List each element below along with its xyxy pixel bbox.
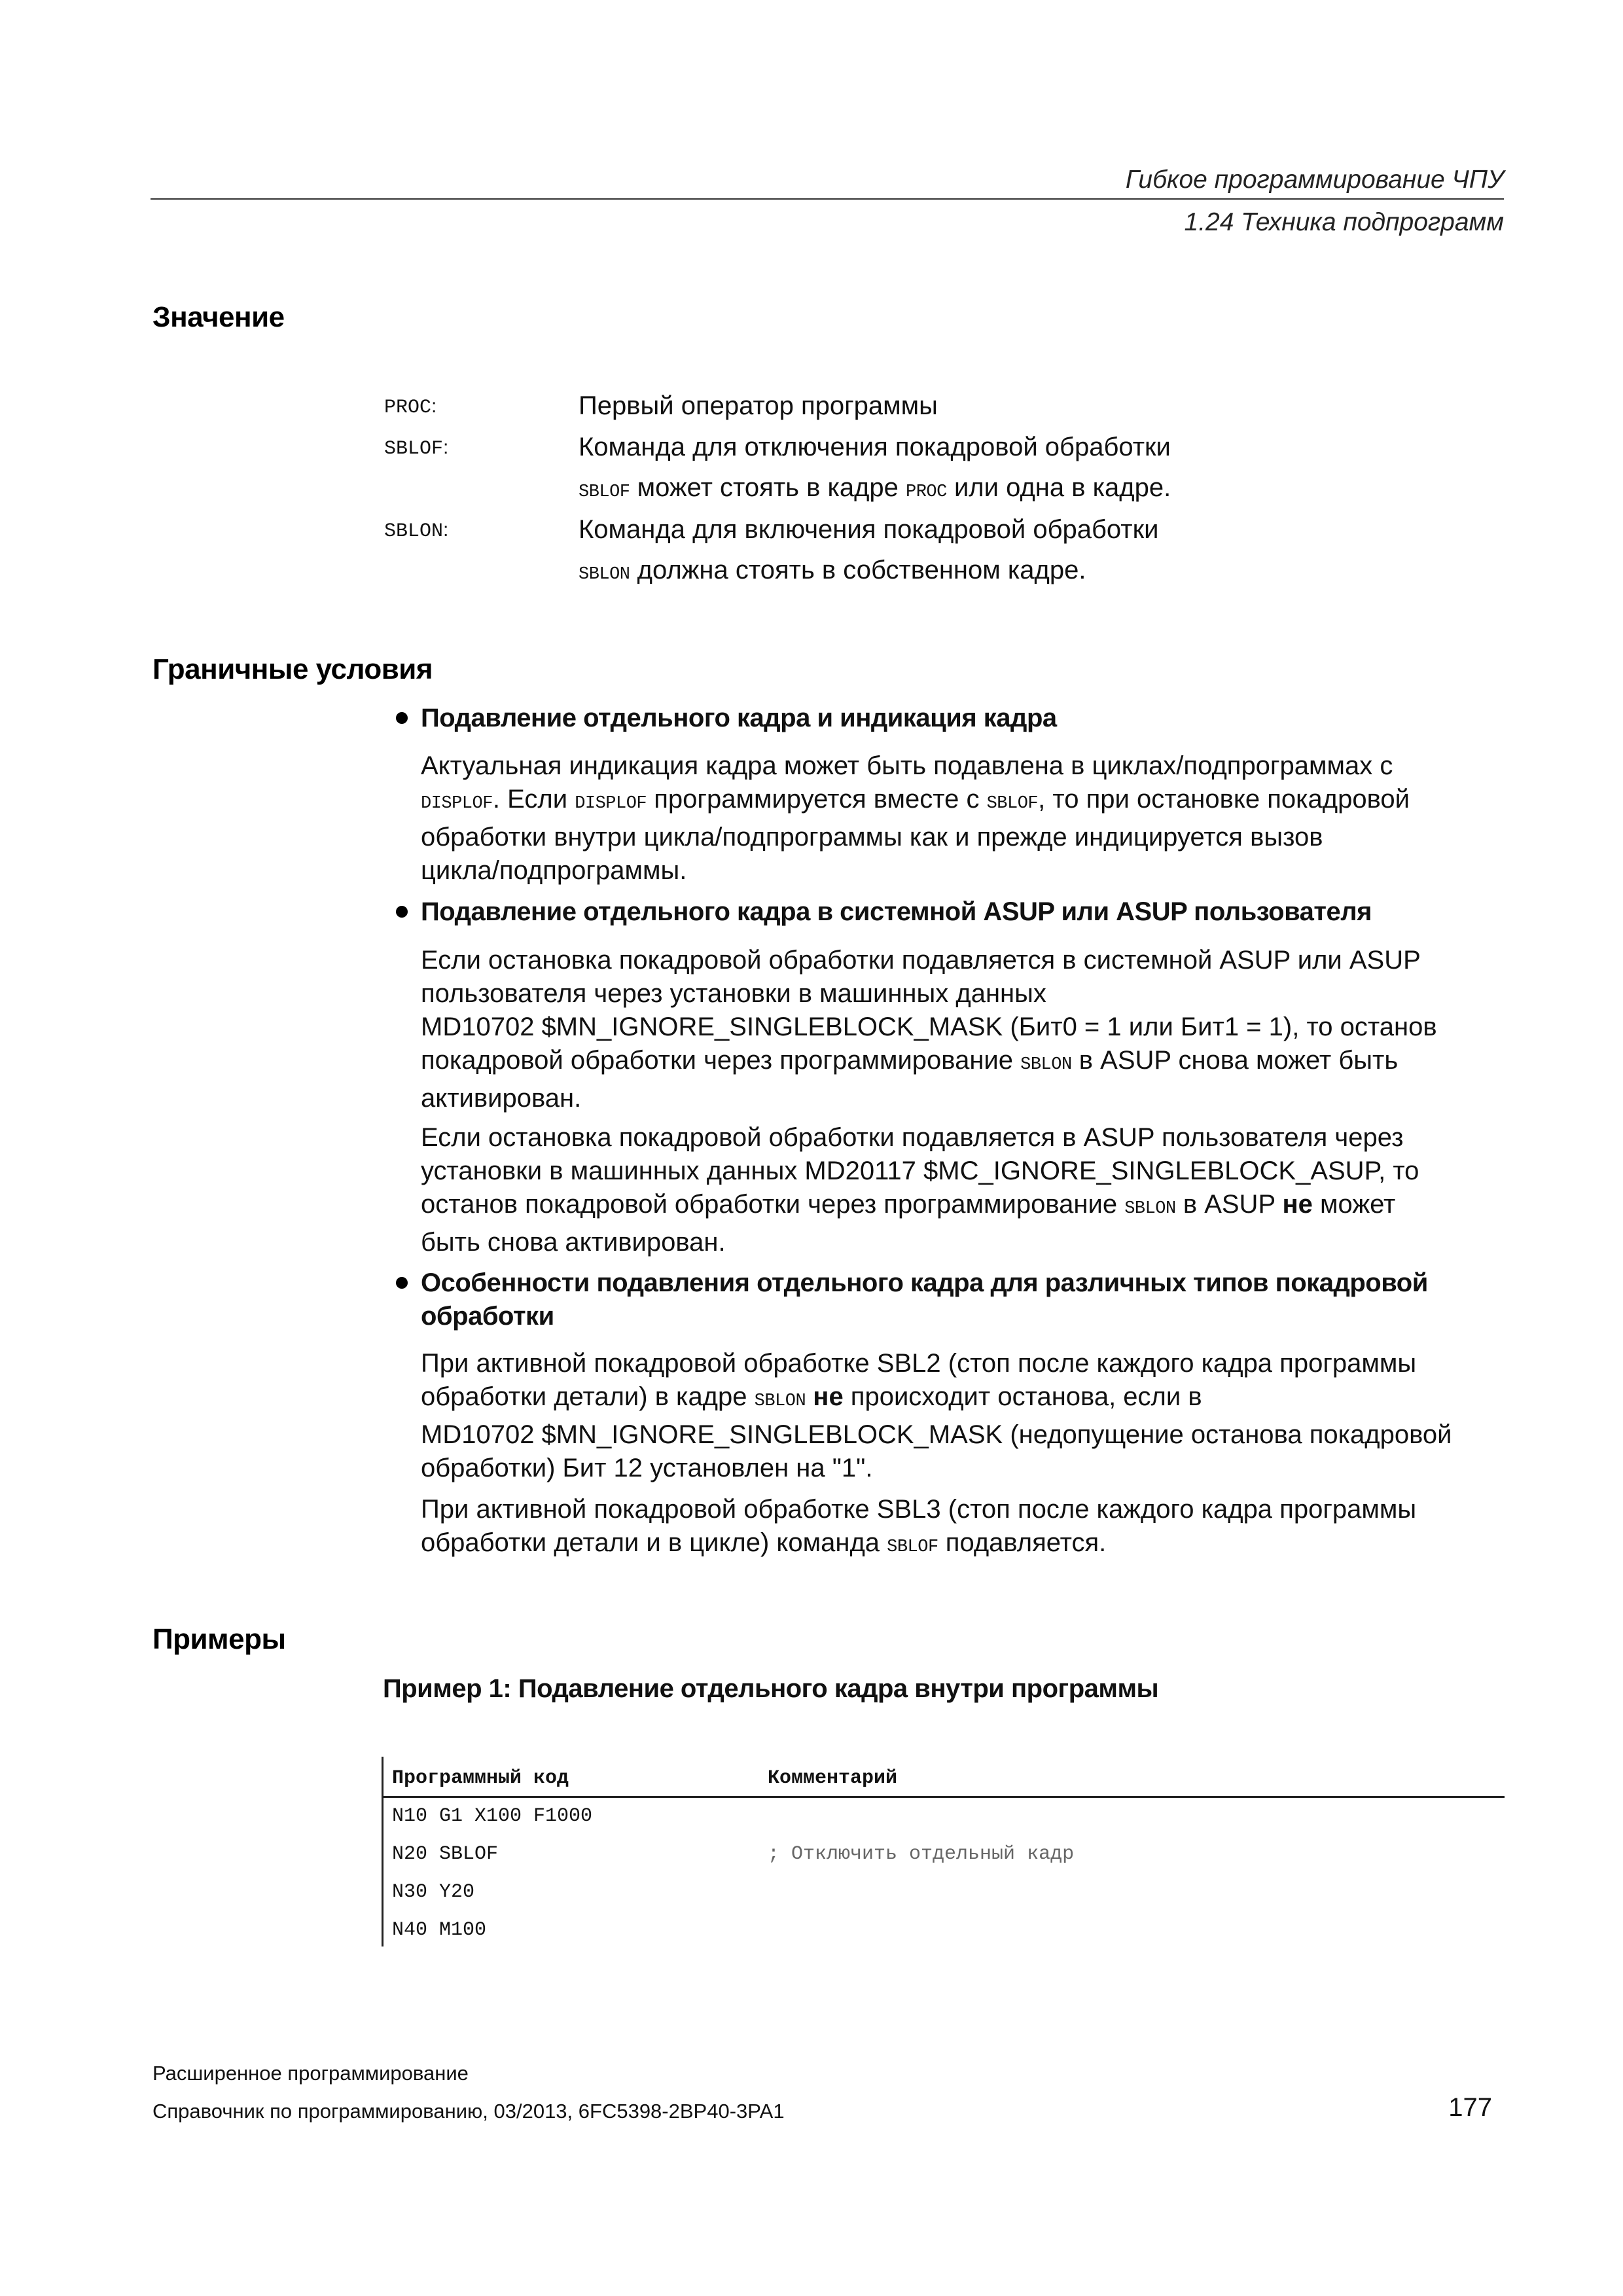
code-line: N20 SBLOF bbox=[392, 1843, 499, 1865]
footer-book-title: Расширенное программирование bbox=[152, 2062, 469, 2085]
paragraph-bullet2-1: Если остановка покадровой обработки подавляется в системной ASUP или ASUP пользователя через установки в машинных данных MD10702 $MN_IGNORE_SINGLEBLOCK_MASK (Бит0 = 1 или Бит1 = 1), то останов покадровой обработки через программирование SBLON в ASUP снова может быть активирован. bbox=[421, 946, 1437, 1113]
section-heading-examples: Примеры bbox=[152, 1623, 286, 1655]
code-line: N40 M100 bbox=[392, 1919, 487, 1941]
running-header-subtitle: 1.24 Техника подпрограмм bbox=[1184, 208, 1504, 236]
code-line: N10 G1 X100 F1000 bbox=[392, 1805, 593, 1827]
bullet-dot bbox=[396, 1277, 408, 1289]
bullet-title-3-line1: Особенности подавления отдельного кадра для различных типов покадровой bbox=[421, 1268, 1428, 1297]
code-table-left-border bbox=[382, 1757, 383, 1946]
def-body-sblon-line2: SBLON должна стоять в собственном кадре. bbox=[579, 556, 1086, 584]
bullet-dot bbox=[396, 906, 408, 918]
code-table-header-comment: Комментарий bbox=[768, 1767, 898, 1789]
page-number: 177 bbox=[1448, 2093, 1492, 2122]
paragraph-bullet2-2: Если остановка покадровой обработки подавляется в ASUP пользователя через установки в машинных данных MD20117 $MC_IGNORE_SINGLEBLOCK_ASUP, то останов покадровой обработки через программирование SBLON в ASUP не может быть снова активирован. bbox=[421, 1123, 1419, 1257]
def-term-sblof: SBLOF: bbox=[384, 437, 449, 460]
bullet-item-2 bbox=[421, 895, 1372, 929]
def-term-proc: PROC: bbox=[384, 395, 437, 419]
bullet-title-3-line2: обработки bbox=[421, 1302, 554, 1331]
code-table-header-rule bbox=[382, 1796, 1505, 1798]
paragraph-bullet3-2: При активной покадровой обработке SBL3 (стоп после каждого кадра программы обработки детали и в цикле) команда SBLOF подавляется. bbox=[421, 1495, 1417, 1557]
bullet-item-1 bbox=[421, 702, 1057, 735]
paragraph-bullet1: Актуальная индикация кадра может быть подавлена в циклах/подпрограммах с DISPLOF. Если DISPLOF программируется вместе с SBLOF, то при остановке покадровой обработки внутри цикла/подпрограммы как и прежде индицируется вызов цикла/подпрограммы. bbox=[421, 751, 1410, 885]
code-comment: ; Отключить отдельный кадр bbox=[768, 1843, 1075, 1865]
bullet-item-3 bbox=[421, 1266, 1428, 1333]
section-heading-meaning: Значение bbox=[152, 301, 285, 333]
bullet-title-2: Подавление отдельного кадра в системной ASUP или ASUP пользователя bbox=[421, 897, 1372, 926]
bullet-title-1: Подавление отдельного кадра и индикация кадра bbox=[421, 704, 1057, 732]
bullet-dot bbox=[396, 712, 408, 724]
def-body-sblof-line2: SBLOF может стоять в кадре PROC или одна в кадре. bbox=[579, 473, 1171, 502]
section-heading-conditions: Граничные условия bbox=[152, 653, 433, 685]
code-line: N30 Y20 bbox=[392, 1881, 475, 1903]
def-term-sblon: SBLON: bbox=[384, 519, 449, 543]
example-1-title: Пример 1: Подавление отдельного кадра внутри программы bbox=[383, 1674, 1159, 1703]
header-rule bbox=[151, 198, 1504, 200]
def-body-sblof-line1: Команда для отключения покадровой обработки bbox=[579, 433, 1171, 461]
code-table-header-code: Программный код bbox=[392, 1767, 569, 1789]
running-header-title: Гибкое программирование ЧПУ bbox=[1125, 166, 1504, 194]
def-body-proc: Первый оператор программы bbox=[579, 391, 938, 420]
paragraph-bullet3-1: При активной покадровой обработке SBL2 (стоп после каждого кадра программы обработки детали) в кадре SBLON не происходит останова, если в MD10702 $MN_IGNORE_SINGLEBLOCK_MASK (недопущение останова покадровой обработки) Бит 12 установлен на "1". bbox=[421, 1349, 1452, 1482]
def-body-sblon-line1: Команда для включения покадровой обработки bbox=[579, 515, 1159, 544]
footer-manual-info: Справочник по программированию, 03/2013, 6FC5398-2BP40-3PA1 bbox=[152, 2100, 785, 2123]
